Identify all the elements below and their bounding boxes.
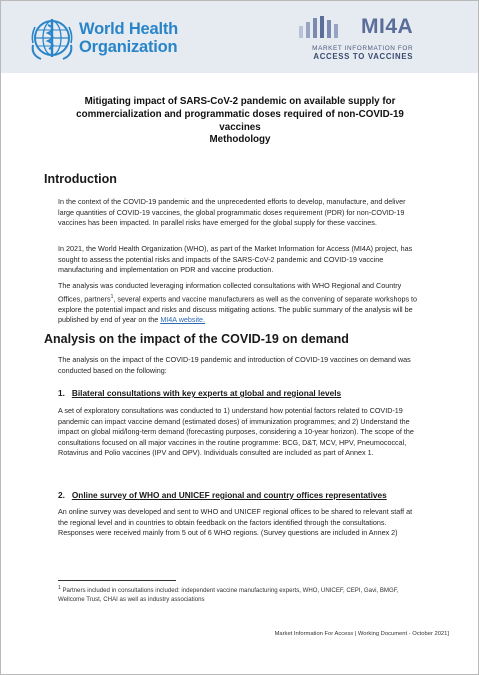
paragraph-3-text-b: , several experts and vaccine manufacturers as well as the convening of separate workshops to explore the potential impact and risks and discuss mitigating actions. The public summary of the analysis will be published by end of year on the [58, 293, 418, 325]
paragraph-3-text-a: The analysis was conducted leveraging information collected consultations with WHO Regional and Country Offices, partners [58, 281, 402, 303]
footnote [58, 584, 418, 605]
introduction-paragraph-2: In 2021, the World Health Organization (WHO), as part of the Market Information for Access (MI4A) project, has sought to assess the potential risks and impacts of the SARS-CoV-2 pandemic and COVID-19 vaccine manufacturing and implementation on PDR and vaccine production. [58, 244, 413, 275]
mi4a-bars-icon [297, 16, 357, 38]
mi4a-logo [297, 15, 413, 62]
item2-heading [58, 490, 387, 500]
who-name [79, 20, 178, 56]
item2-number: 2. [58, 490, 65, 500]
footnote-text: Partners included in consultations included: independent vaccine manufacturing experts, WHO, UNICEF, CEPI, Gavi, BMGF, Wellcome Trust, CHAI as well as industry associations [58, 587, 399, 603]
who-name-line1: World Health [79, 20, 179, 38]
title-line1: Mitigating impact of SARS-CoV-2 pandemic on available supply for [84, 96, 396, 107]
who-emblem-icon [29, 15, 75, 61]
who-name-line2: Organization [79, 38, 178, 56]
item1-heading [58, 388, 341, 398]
item1-heading-text: Bilateral consultations with key experts at global and regional levels [71, 388, 342, 398]
footnote-divider [58, 580, 176, 581]
analysis-intro: The analysis on the impact of the COVID-19 pandemic and introduction of COVID-19 vaccines on demand was conducted based on the following: [58, 355, 411, 375]
analysis-heading: Analysis on the impact of the COVID-19 on demand [44, 332, 349, 346]
header-band [1, 1, 478, 73]
item2-text: An online survey was developed and sent to WHO and UNICEF regional offices to be shared to relevant staff at the regional level and in countries to obtain feedback on the factors identified through the consultations. Responses were received mainly from 5 out of 6 WHO regions. (Survey questions are included in Annex 2) [58, 507, 413, 538]
item1-text: A set of exploratory consultations was conducted to 1) understand how potential factors related to COVID-19 pandemic can impact vaccine demand (estimated doses) of immunization programmes; and 2) Understand the impact on global mid/long-term demand (forecasting purposes, considering a 10-year horizon). The scope of the consultations focused on all major vaccines in the routine programme: BCG, D&T, MCV, HPV, Pneumococcal, Rotavirus and Polio vaccines (IPV and OPV). Individuals consulted are included as part of Annex 1. [58, 406, 414, 458]
introduction-heading: Introduction [44, 172, 117, 186]
title-line3: vaccines [219, 121, 261, 133]
introduction-paragraph-3 [58, 281, 423, 326]
footnote-ref: 1 [110, 293, 114, 300]
document-title [70, 96, 410, 147]
item1-number: 1. [58, 388, 65, 398]
item2-heading-text: Online survey of WHO and UNICEF regional and country offices representatives [71, 490, 387, 500]
title-line4: Methodology [209, 134, 271, 146]
mi4a-website-link[interactable]: MI4A website. [160, 315, 206, 325]
footnote-number: 1 [58, 585, 61, 591]
introduction-paragraph-1: In the context of the COVID-19 pandemic and the unprecedented efforts to develop, manufacture, and deliver large quantities of COVID-19 vaccines, the global programmatic doses requirement (PDR) for non-COVID-19 vaccines has been impacted. In parallel risks have emerged for the global supply for these vaccines. [58, 197, 406, 228]
mi4a-tagline-line1: MARKET INFORMATION FOR [312, 45, 414, 52]
who-logo [29, 15, 178, 61]
page-footer: Market Information For Access | Working Document - October 2021] [274, 631, 449, 637]
title-line2: commercialization and programmatic doses required of non-COVID-19 [76, 108, 404, 120]
mi4a-tagline-line2: ACCESS TO VACCINES [313, 52, 414, 61]
mi4a-tagline [297, 45, 413, 62]
mi4a-mark: MI4A [361, 15, 414, 38]
